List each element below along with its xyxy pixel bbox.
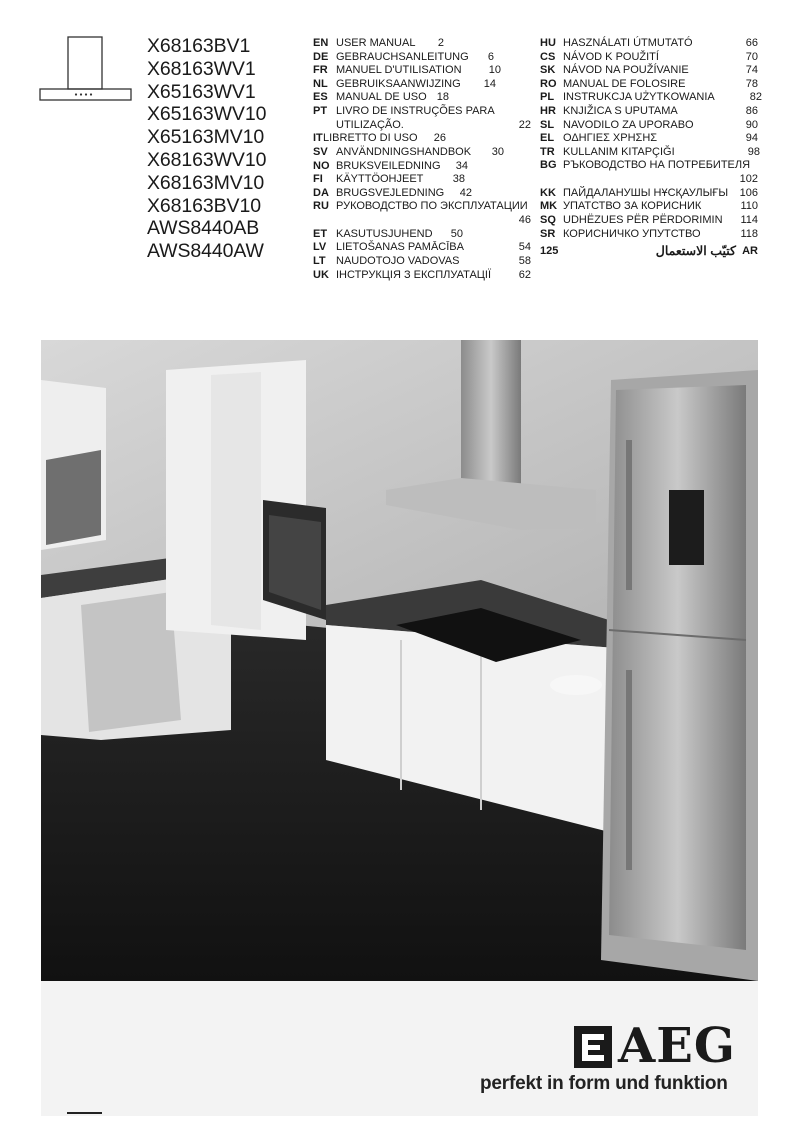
language-code: RO	[540, 77, 557, 90]
model-name: AWS8440AB	[147, 217, 260, 240]
language-index-left	[313, 37, 531, 282]
page-number: 2	[437, 37, 444, 49]
page-number: 46	[518, 213, 531, 226]
page-number: 114	[740, 213, 758, 226]
manual-title: ΟΔΗΓΙΕΣ ΧΡΗΣΗΣ	[563, 132, 658, 145]
language-entry	[313, 255, 531, 269]
model-name: X68163BV10	[147, 194, 261, 217]
language-code: FI	[313, 173, 323, 186]
kitchen-photo	[41, 340, 758, 981]
manual-title: ПАЙДАЛАНУШЫ НҰСҚАУЛЫҒЫ	[563, 186, 729, 199]
language-entry	[313, 269, 531, 283]
manual-title: INSTRUKCJA UŻYTKOWANIA	[563, 91, 715, 104]
aeg-emblem-icon	[574, 1026, 612, 1068]
page-number: 74	[745, 64, 758, 77]
language-entry	[540, 200, 758, 214]
page-number: 54	[518, 241, 531, 254]
logo-wordmark: AEG	[618, 1018, 736, 1074]
language-code: EL	[540, 132, 555, 145]
manual-title: КОРИСНИЧКО УПУТСТВО	[563, 227, 701, 240]
model-name: X65163MV10	[147, 126, 265, 149]
model-list	[147, 35, 297, 263]
language-entry	[313, 78, 531, 92]
language-code: SR	[540, 227, 556, 240]
manual-title: MANUAL DE USO	[336, 91, 427, 104]
language-entry	[540, 91, 762, 105]
language-entry	[540, 105, 758, 119]
language-entry	[313, 132, 531, 146]
language-code: NO	[313, 159, 330, 172]
language-code: TR	[540, 145, 555, 158]
model-name: X68163MV10	[147, 171, 265, 194]
language-code: ES	[313, 91, 328, 104]
language-code: AR	[742, 245, 758, 258]
page-number: 82	[749, 91, 762, 104]
page-number: 118	[740, 227, 758, 240]
language-entry	[540, 119, 758, 133]
language-entry	[540, 64, 758, 78]
manual-title: USER MANUAL	[336, 37, 416, 49]
language-entry	[313, 187, 531, 201]
language-code: PL	[540, 91, 555, 104]
page-number: 6	[487, 50, 494, 63]
page-number: 42	[459, 186, 472, 199]
cooker-hood-illustration	[38, 36, 133, 108]
page-number: 98	[747, 145, 760, 158]
language-code: KK	[540, 186, 556, 199]
manual-title: NÁVOD NA POUŽÍVANIE	[563, 64, 689, 77]
language-code: NL	[313, 77, 328, 90]
manual-title: كتيّب الاستعمال	[655, 244, 736, 259]
page-number: 22	[518, 118, 531, 131]
language-code: BG	[540, 159, 557, 172]
page-number: 34	[455, 159, 468, 172]
language-entry	[540, 187, 758, 201]
language-code: IT	[313, 132, 323, 145]
language-entry	[313, 146, 531, 160]
language-code: CS	[540, 50, 556, 63]
page-number: 62	[518, 268, 531, 281]
language-entry	[313, 37, 531, 51]
manual-title: HASZNÁLATI ÚTMUTATÓ	[563, 37, 693, 49]
page-number: 125	[540, 245, 559, 258]
page-number: 38	[452, 173, 465, 186]
manual-title: MANUEL D'UTILISATION	[336, 64, 462, 77]
language-entry	[540, 37, 758, 51]
manual-title: KNJIŽICA S UPUTAMA	[563, 104, 678, 117]
page-number: 90	[745, 118, 758, 131]
manual-title: NAUDOTOJO VADOVAS	[336, 254, 460, 267]
language-index-right	[540, 37, 762, 263]
manual-title: BRUKSVEILEDNING	[336, 159, 441, 172]
page-number: 70	[745, 50, 758, 63]
language-code: UK	[313, 268, 329, 281]
manual-title: LIETOŠANAS PAMĀCĪBA	[336, 241, 464, 254]
page-number: 14	[483, 77, 496, 90]
language-code: HR	[540, 104, 556, 117]
page-number: 66	[745, 37, 758, 49]
language-code: RU	[313, 200, 329, 213]
manual-title: UDHËZUES PËR PËRDORIMIN	[563, 213, 723, 226]
model-name: X65163WV1	[147, 80, 256, 103]
page-number: 26	[433, 132, 446, 145]
language-entry	[313, 160, 531, 174]
language-code: DE	[313, 50, 329, 63]
language-entry	[313, 91, 531, 105]
manual-title: РУКОВОДСТВО ПО ЭКСПЛУАТАЦИИ	[336, 200, 528, 213]
language-entry	[540, 132, 758, 146]
model-name: X68163WV10	[147, 148, 267, 171]
manual-title: KASUTUSJUHEND	[336, 227, 433, 240]
manual-title: MANUAL DE FOLOSIRE	[563, 77, 686, 90]
page-number: 30	[491, 145, 504, 158]
manual-title: LIVRO DE INSTRUÇÕES PARA UTILIZAÇÃO.	[336, 104, 495, 131]
manual-title: ANVÄNDNINGSHANDBOK	[336, 145, 472, 158]
language-code: EN	[313, 37, 329, 49]
manual-title: BRUGSVEJLEDNING	[336, 186, 445, 199]
page-number: 10	[488, 64, 501, 77]
page-number: 18	[436, 91, 449, 104]
language-code: SL	[540, 118, 555, 131]
manual-title: GEBRAUCHSANLEITUNG	[336, 50, 469, 63]
print-mark	[67, 1112, 102, 1114]
language-entry	[313, 51, 531, 65]
language-entry	[313, 173, 531, 187]
model-name: X65163WV10	[147, 103, 267, 126]
page-number: 106	[739, 186, 758, 199]
model-name: X68163BV1	[147, 35, 251, 57]
page-number: 78	[745, 77, 758, 90]
manual-title: NAVODILO ZA UPORABO	[563, 118, 694, 131]
language-code: DA	[313, 186, 329, 199]
language-entry	[540, 146, 758, 160]
manual-title: GEBRUIKSAANWIJZING	[336, 77, 461, 90]
manual-title: KÄYTTÖOHJEET	[336, 173, 424, 186]
brand-slogan: perfekt in form und funktion	[480, 1073, 728, 1094]
language-entry	[313, 241, 531, 255]
language-code: PT	[313, 104, 328, 117]
page-number: 58	[518, 254, 531, 267]
page-number: 94	[745, 132, 758, 145]
language-entry	[313, 105, 531, 132]
language-entry	[313, 228, 531, 242]
brand-logo	[574, 1018, 758, 1074]
language-code: LT	[313, 254, 326, 267]
language-code: FR	[313, 64, 328, 77]
manual-title: NÁVOD K POUŽITÍ	[563, 50, 659, 63]
manual-title: УПАТСТВО ЗА КОРИСНИК	[563, 200, 702, 213]
page-number: 86	[745, 104, 758, 117]
model-name: X68163WV1	[147, 57, 256, 80]
language-entry	[540, 214, 758, 228]
language-entry	[313, 64, 531, 78]
language-entry	[540, 78, 758, 92]
manual-title: РЪКОВОДСТВО НА ПОТРЕБИТЕЛЯ	[563, 159, 751, 172]
language-entry	[540, 228, 758, 242]
language-code: LV	[313, 241, 327, 254]
language-code: SV	[313, 145, 328, 158]
manual-title: ІНСТРУКЦІЯ З ЕКСПЛУАТАЦІЇ	[336, 268, 492, 281]
page-number: 102	[739, 172, 758, 185]
language-entry	[540, 245, 758, 263]
language-code: ET	[313, 227, 328, 240]
language-code: SK	[540, 64, 556, 77]
page-number: 110	[740, 200, 758, 213]
page-number: 50	[450, 227, 463, 240]
language-entry	[540, 51, 758, 65]
model-name: AWS8440AW	[147, 240, 264, 263]
manual-title: KULLANIM KITAPÇIĞI	[563, 145, 675, 158]
language-code: SQ	[540, 213, 556, 226]
language-entry	[540, 159, 758, 186]
language-code: MK	[540, 200, 558, 213]
language-entry	[313, 200, 531, 227]
language-code: HU	[540, 37, 556, 49]
manual-title: LIBRETTO DI USO	[323, 132, 418, 145]
